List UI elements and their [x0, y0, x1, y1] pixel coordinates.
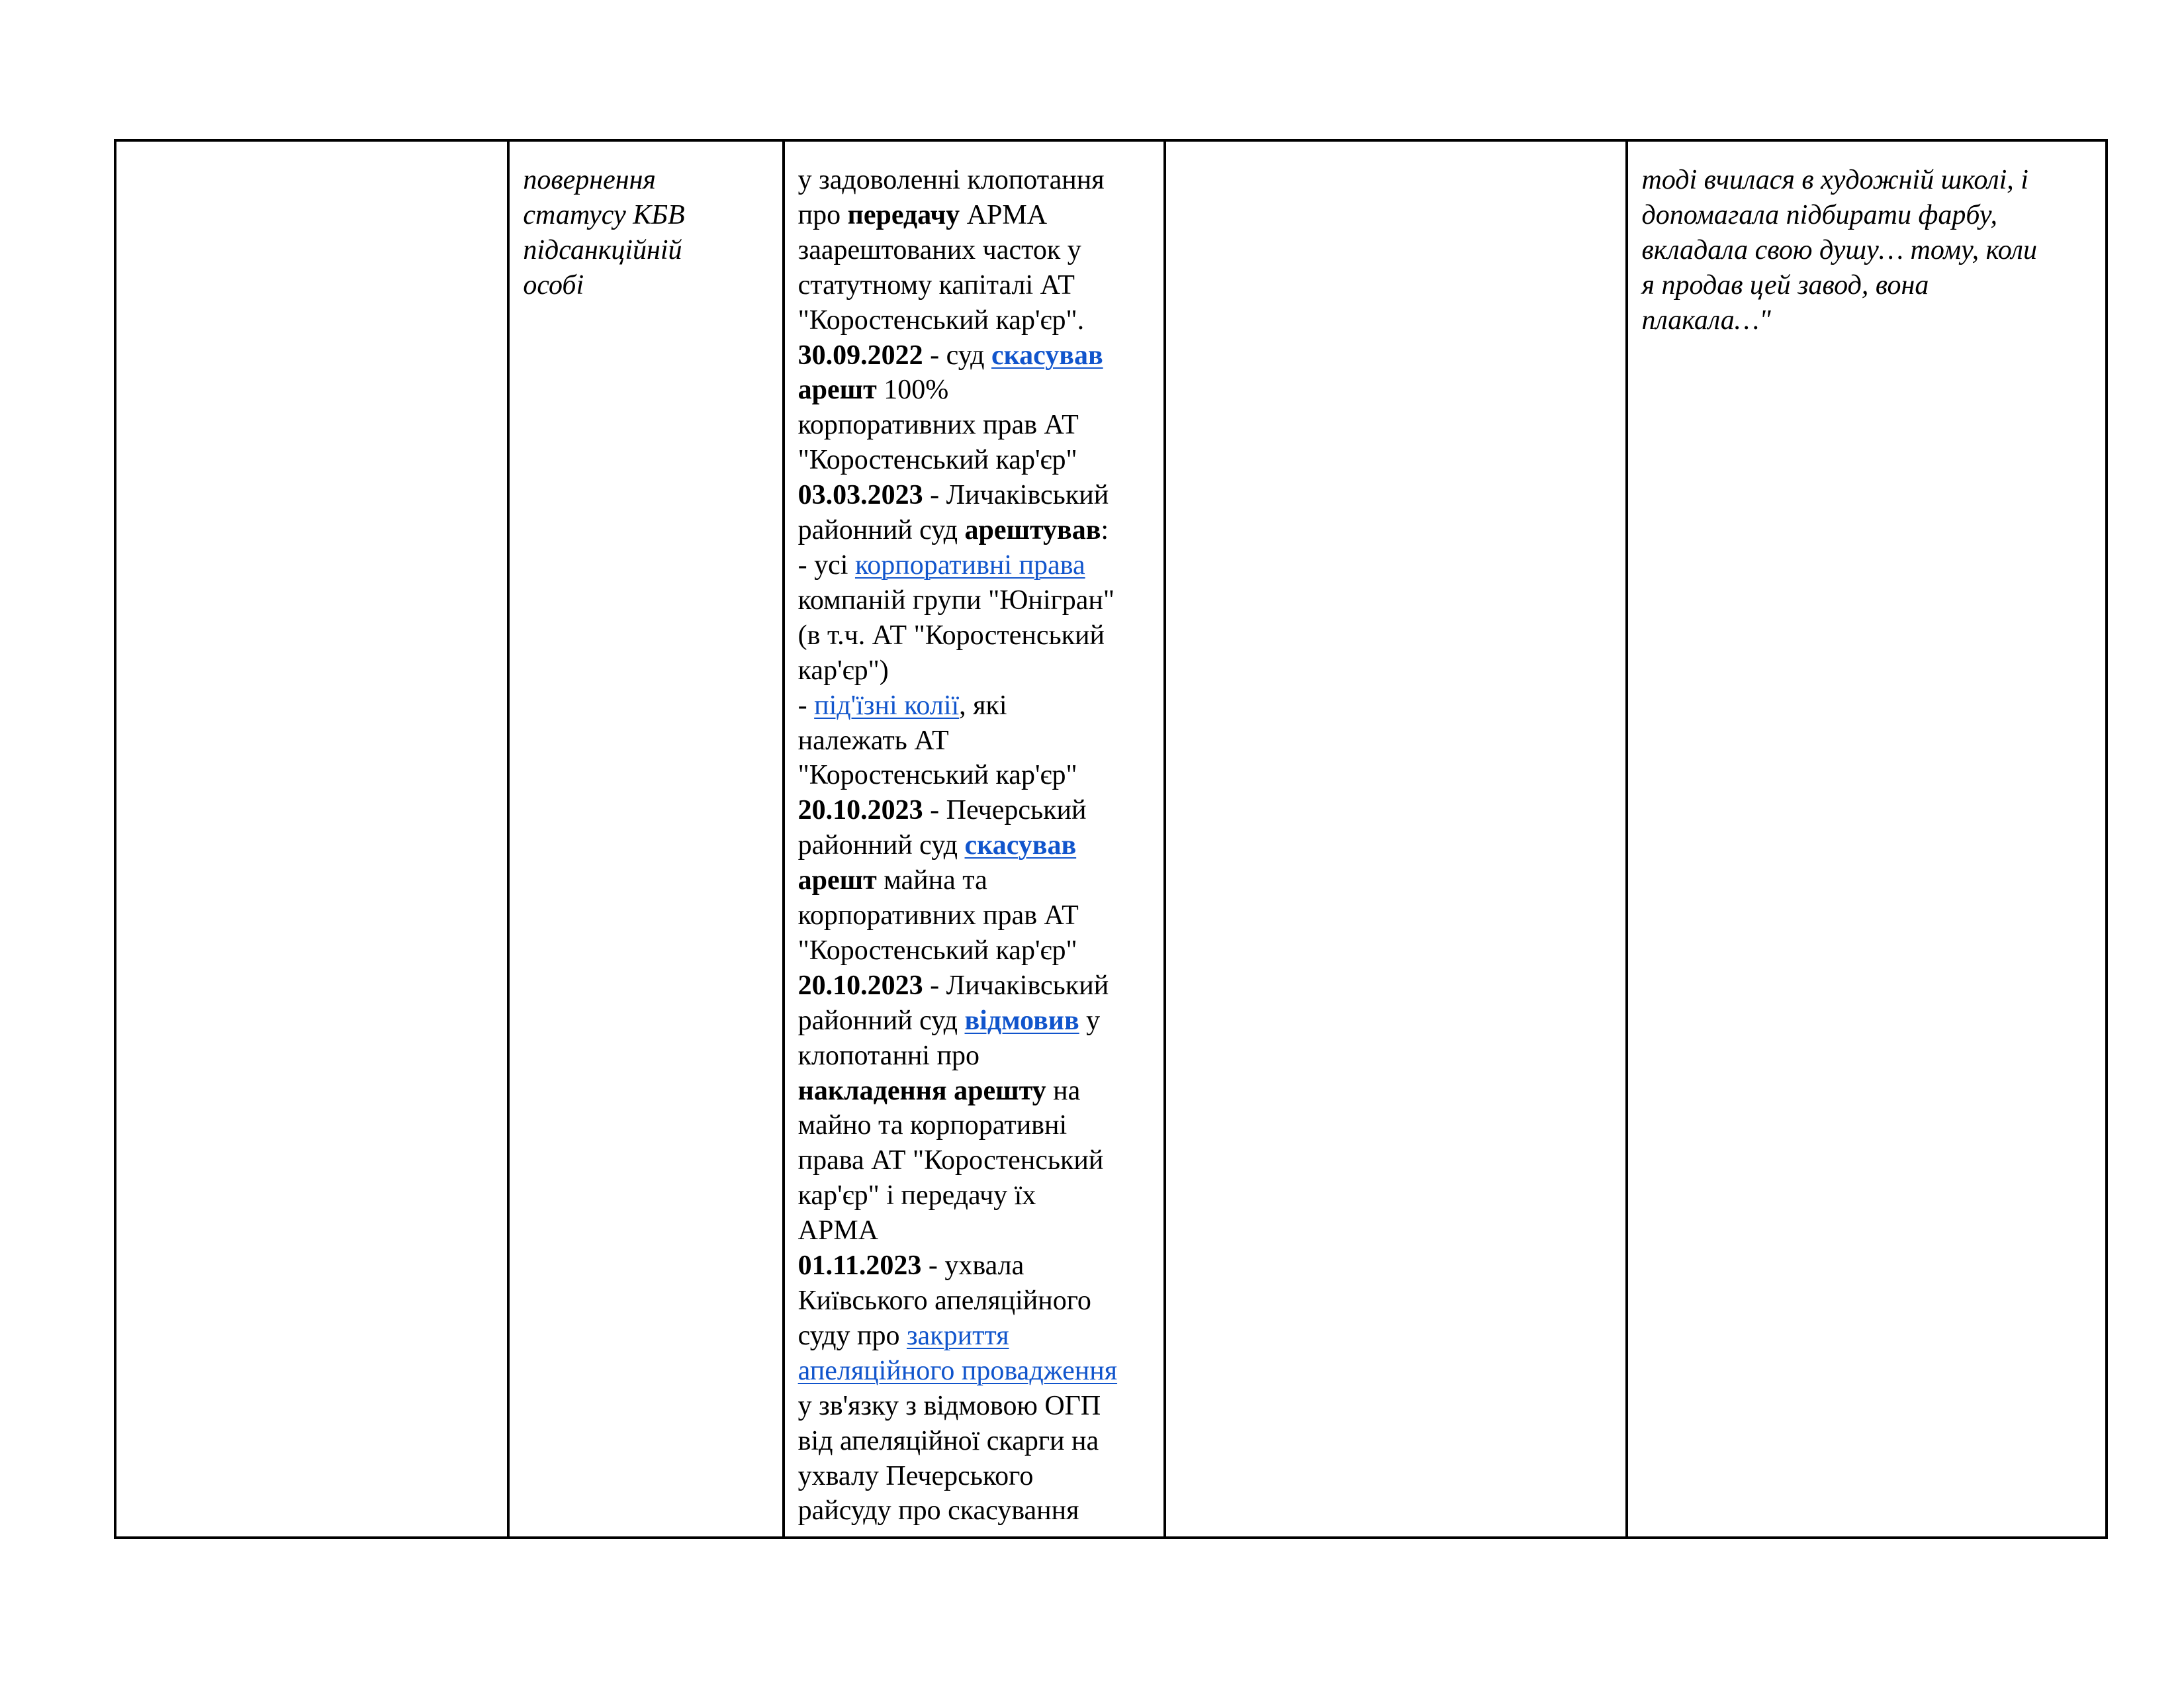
document-table: [114, 139, 2108, 1539]
cell-text-line: [798, 1004, 1150, 1039]
cell-text-line: ухвалу Печерського: [797, 1460, 1034, 1491]
text-fragment: - Личаківський: [923, 480, 1109, 511]
cell-text-line: кар'єр" і передачу їх: [797, 1180, 1036, 1211]
cell-text-line: райсуду про скасування: [797, 1495, 1079, 1526]
corporate-rights-link[interactable]: корпоративні права: [854, 549, 1085, 581]
text-fragment: 100%: [876, 375, 949, 406]
cell-text-line: я продав цей завод, вона: [1641, 269, 1929, 301]
empty-cell-4: [1165, 140, 1627, 1538]
cell-text-line: [798, 968, 1150, 1004]
cell-text-line: [798, 478, 1150, 513]
cell-text-line: тоді вчилася в художній школі, і: [1641, 165, 2028, 195]
text-fragment: АРМА: [960, 199, 1048, 230]
access-railway-link[interactable]: під'їзні колії: [814, 690, 960, 721]
text-fragment: районний суд: [797, 515, 965, 546]
cell-text-line: "Коростенський кар'єр": [797, 760, 1077, 791]
text-fragment: - Печерський: [923, 795, 1087, 826]
cell-text-line: у зв'язку з відмовою ОГП: [797, 1390, 1101, 1421]
text-fragment: :: [1101, 515, 1109, 546]
court-decisions-cell: [784, 140, 1165, 1538]
table-row: [115, 140, 2107, 1538]
cell-text-line: компаній групи "Юнігран": [797, 585, 1115, 616]
cell-text-line: [798, 338, 1150, 373]
cell-text-line: у задоволенні клопотання: [797, 165, 1105, 195]
text-fragment: - усі: [797, 549, 855, 581]
decision-date: 03.03.2023: [797, 480, 923, 511]
cell-text-line: кар'єр"): [797, 655, 889, 686]
cell-text-line: статусу КБВ: [523, 199, 685, 230]
cancelled-arrest-link-2[interactable]: скасував: [964, 830, 1077, 861]
cell-text-line: майно та корпоративні: [797, 1110, 1068, 1141]
cell-text-line: [798, 373, 1150, 408]
cell-text-line: [798, 1074, 1150, 1109]
sanction-status-cell: [508, 140, 783, 1538]
cell-text-line: АРМА: [797, 1215, 879, 1246]
bold-text: арешт: [797, 865, 877, 896]
cell-text-line: [798, 198, 1150, 233]
cell-text-line: [798, 1354, 1150, 1389]
cell-text-line: належать АТ: [797, 725, 949, 756]
cell-text-line: клопотанні про: [797, 1040, 980, 1071]
cell-text-line: допомагала підбирати фарбу,: [1641, 199, 1997, 230]
text-fragment: суду про: [797, 1320, 907, 1351]
text-fragment: -: [797, 690, 815, 721]
cell-text-line: статутному капіталі АТ: [797, 269, 1075, 301]
text-fragment: на: [1046, 1075, 1081, 1106]
bold-text: передачу: [847, 199, 960, 230]
text-fragment: - суд: [923, 340, 991, 371]
empty-cell-1: [115, 140, 508, 1538]
decision-date: 20.10.2023: [797, 970, 923, 1001]
cell-text-line: [798, 1248, 1150, 1284]
bold-text: арешт: [797, 375, 877, 406]
cell-text-line: від апеляційної скарги на: [797, 1425, 1099, 1456]
closing-proceedings-link-cont[interactable]: апеляційного провадження: [797, 1355, 1118, 1386]
cell-text-line: Київського апеляційного: [797, 1286, 1091, 1316]
cell-text-line: [798, 793, 1150, 828]
cell-text-line: "Коростенський кар'єр".: [797, 305, 1085, 336]
text-fragment: - Личаківський: [923, 970, 1109, 1001]
bold-text: арештував: [964, 515, 1101, 546]
cell-text-line: [798, 548, 1150, 583]
cell-text-line: корпоративних прав АТ: [797, 900, 1079, 931]
cell-text-line: "Коростенський кар'єр": [797, 445, 1077, 476]
cell-text-line: підсанкційній: [523, 234, 682, 265]
decision-date: 01.11.2023: [797, 1250, 922, 1282]
decision-date: 30.09.2022: [797, 340, 923, 371]
cancelled-arrest-link[interactable]: скасував: [991, 340, 1103, 371]
bold-text: накладення арешту: [797, 1075, 1046, 1106]
cell-text-line: особі: [523, 269, 584, 301]
cell-text-line: корпоративних прав АТ: [797, 410, 1079, 441]
quote-cell: [1627, 140, 2107, 1538]
cell-text-line: [798, 1319, 1150, 1354]
cell-text-line: [798, 863, 1150, 898]
cell-text-line: [798, 828, 1150, 863]
text-fragment: районний суд: [797, 830, 965, 861]
cell-text-line: [798, 513, 1150, 548]
text-fragment: про: [797, 199, 848, 230]
cell-text-line: плакала…": [1641, 305, 1771, 336]
cell-text-line: повернення: [523, 165, 656, 195]
cell-text-line: права АТ "Коростенський: [797, 1145, 1104, 1176]
closing-proceedings-link[interactable]: закриття: [906, 1320, 1009, 1351]
text-fragment: майна та: [876, 865, 987, 896]
text-fragment: - ухвала: [921, 1250, 1024, 1282]
cell-text-line: [798, 688, 1150, 724]
cell-text-line: (в т.ч. АТ "Коростенський: [797, 620, 1105, 651]
text-fragment: у: [1079, 1005, 1101, 1036]
refused-link[interactable]: відмовив: [964, 1005, 1079, 1036]
cell-text-line: заарештованих часток у: [797, 234, 1081, 265]
text-fragment: , які: [959, 690, 1007, 721]
text-fragment: районний суд: [797, 1005, 965, 1036]
cell-text-line: вкладала свою душу… тому, коли: [1641, 234, 2037, 265]
cell-text-line: "Коростенський кар'єр": [797, 935, 1077, 966]
decision-date: 20.10.2023: [797, 795, 923, 826]
